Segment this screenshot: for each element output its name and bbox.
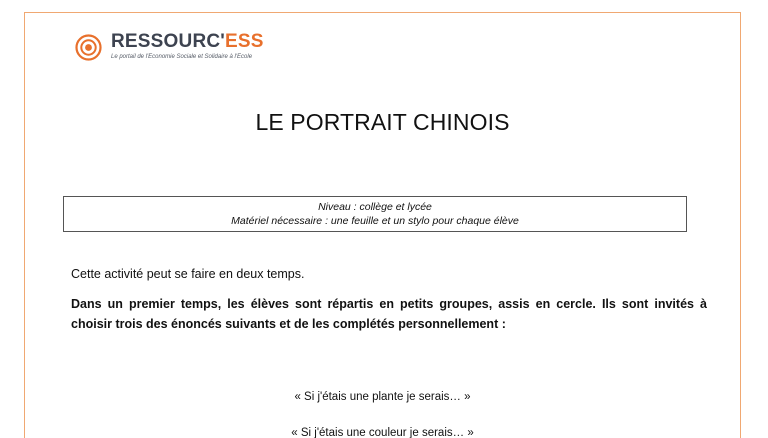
instructions-paragraph: Dans un premier temps, les élèves sont répartis en petits groupes, assis en cercle. Ils sont invités à choisir trois des énoncés suivants et de les complétés personnellement : xyxy=(71,297,707,331)
quote-plante: « Si j'étais une plante je serais… » xyxy=(294,391,471,403)
logo-text xyxy=(111,32,264,61)
intro-paragraph: Cette activité peut se faire en deux temps. xyxy=(71,267,305,281)
page-title: LE PORTRAIT CHINOIS xyxy=(255,109,510,135)
logo-name xyxy=(111,32,264,52)
logo-name-part2: ESS xyxy=(225,31,264,52)
info-box xyxy=(63,196,687,232)
quote-couleur: « Si j'étais une couleur je serais… » xyxy=(291,427,474,438)
logo-tagline: Le portail de l'Economie Sociale et Solidaire à l'Ecole xyxy=(111,54,253,60)
logo-name-part1: RESSOURC' xyxy=(111,31,226,52)
niveau-line: Niveau : collège et lycée xyxy=(318,201,432,213)
document-page xyxy=(24,12,741,438)
materiel-line: Matériel nécessaire : une feuille et un stylo pour chaque élève xyxy=(231,215,519,227)
target-circle-icon xyxy=(75,34,102,61)
ressourcess-logo[interactable] xyxy=(75,32,264,68)
